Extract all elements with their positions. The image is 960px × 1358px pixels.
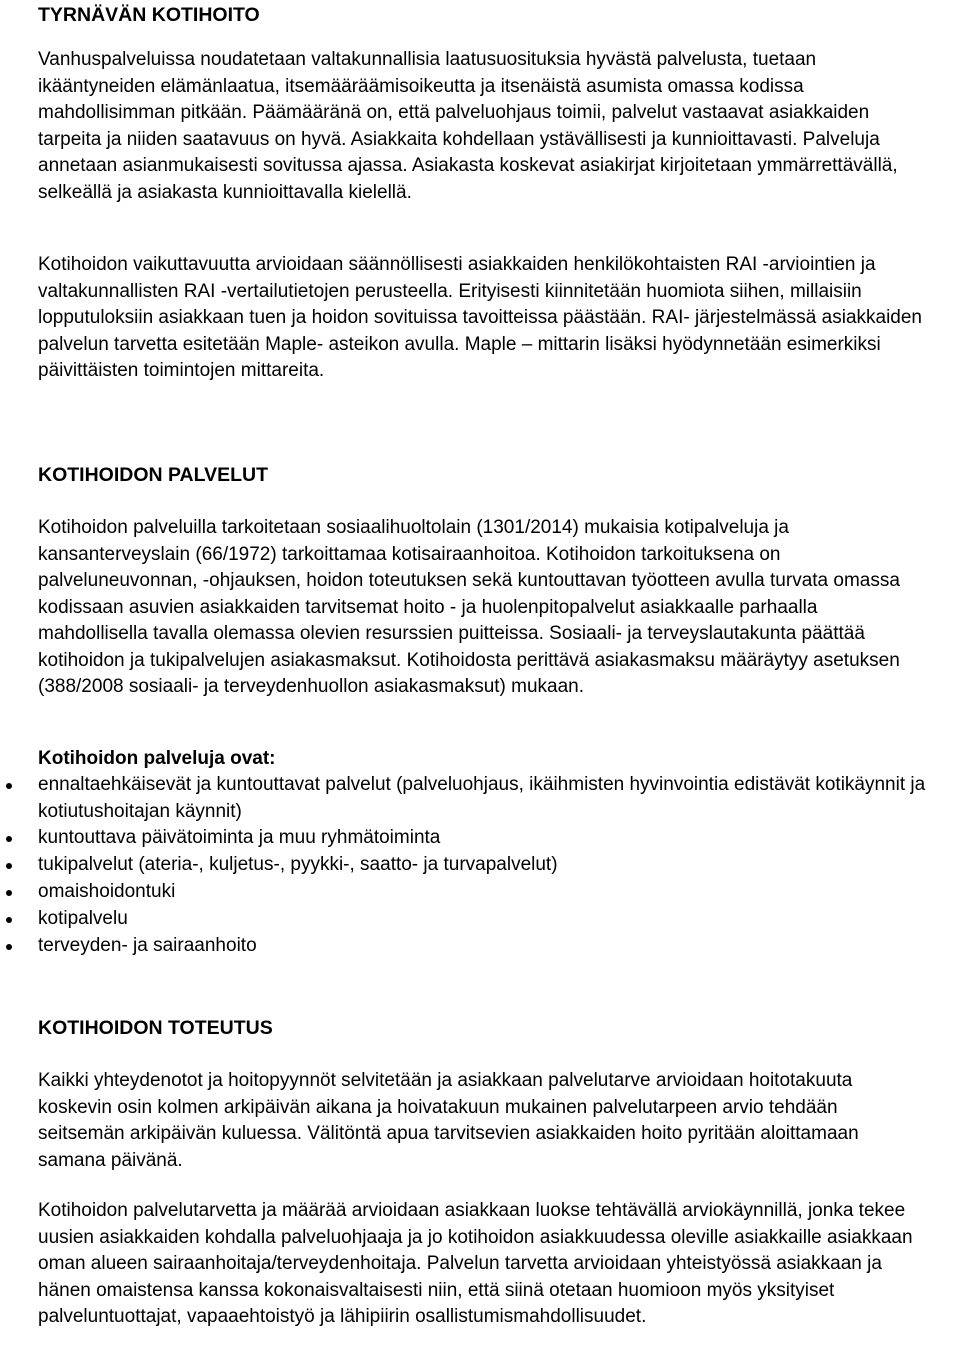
paragraph-yhteydenotot: Kaikki yhteydenotot ja hoitopyynnöt selvitetään ja asiakkaan palvelutarve arvioidaan hoitotakuuta koskevin osin kolmen arkipäivän aikana ja hoivatakuun mukainen palvelutarpeen arvio tehdään seitsemän arkipäivän kuluessa. Välitöntä apua tarvitsevien asiakkaiden hoito pyritään aloittamaan samana päivänä. [38,1070,859,1171]
list-item: omaishoidontuki [38,879,928,906]
bullet-icon [6,783,12,789]
paragraph-vaikuttavuus: Kotihoidon vaikuttavuutta arvioidaan säännöllisesti asiakkaiden henkilökohtaisten RAI -arviointien ja valtakunnallisten RAI -vertailutietojen perusteella. Erityisesti kiinnitetään huomiota siihen, millaisiin lopputuloksiin asiakkaan tuen ja hoidon sovituissa tavoitteissa päästään. RAI- järjestelmässä asiakkaiden palvelun tarvetta esitetään Maple- asteikon avulla. Maple – mittarin lisäksi hyödynnetään esimerkiksi päivittäisten toimintojen mittareita. [38,254,923,381]
paragraph-palvelut-kuvaus: Kotihoidon palveluilla tarkoitetaan sosiaalihuoltolain (1301/2014) mukaisia kotipalveluja ja kansanterveyslain (66/1972) tarkoittamaa kotisairaanhoitoa. Kotihoidon tarkoituksena on palveluneuvonnan, -ohjauksen, hoidon toteutuksen sekä kuntouttavan työotteen avulla turvata omassa kodissaan asuvien asiakkaiden tarvitsemat hoito - ja huolenpitopalvelut asiakkaalle parhaalla mahdollisella tavalla olemassa olevien resurssien puitteissa. Sosiaali- ja terveyslautakunta päättää kotihoidon ja tukipalvelujen asiakasmaksut. Kotihoidosta perittävä asiakasmaksu määräytyy asetuksen (388/2008 sosiaali- ja terveydenhuollon asiakasmaksut) mukaan. [38,517,900,697]
bullet-icon [6,863,12,869]
heading-kotihoidon-toteutus: KOTIHOIDON TOTEUTUS [38,1017,273,1039]
list-item: kotipalvelu [38,906,928,933]
list-title-palveluja-ovat: Kotihoidon palveluja ovat: [38,748,276,769]
bullet-icon [6,890,12,896]
bullet-icon [6,917,12,923]
bullet-icon [6,944,12,950]
heading-tyrnavan-kotihoito: TYRNÄVÄN KOTIHOITO [38,4,260,26]
list-item: tukipalvelut (ateria-, kuljetus-, pyykki-, saatto- ja turvapalvelut) [38,852,928,879]
bullet-icon [6,836,12,842]
paragraph-palvelutarve: Kotihoidon palvelutarvetta ja määrää arvioidaan asiakkaan luokse tehtävällä arviokäynnillä, jonka tekee uusien asiakkaiden kohdalla palveluohjaaja ja jo kotihoidon asiakkuudessa oleville asiakkaille asiakkaan oman alueen sairaanhoitaja/terveydenhoitaja. Palvelun tarvetta arvioidaan yhteistyössä asiakkaan ja hänen omaistensa kanssa kokonaisvaltaisesti niin, että siinä otetaan huomioon myös yksityiset palveluntuottajat, vapaaehtoistyö ja lähipiirin osallistumismahdollisuudet. [38,1200,913,1327]
list-item: kuntouttava päivätoiminta ja muu ryhmätoiminta [38,825,928,852]
paragraph-laatusuositukset: Vanhuspalveluissa noudatetaan valtakunnallisia laatusuosituksia hyvästä palvelusta, tuetaan ikääntyneiden elämänlaatua, itsemääräämisoikeutta ja itsenäistä asumista omassa kodissa mahdollisimman pitkään. Päämääränä on, että palveluohjaus toimii, palvelut vastaavat asiakkaiden tarpeita ja niiden saatavuus on hyvä. Asiakkaita kohdellaan ystävällisesti ja kunnioittavasti. Palveluja annetaan asianmukaisesti sovitussa ajassa. Asiakasta koskevat asiakirjat kirjoitetaan ymmärrettävällä, selkeällä ja asiakasta kunnioittavalla kielellä. [38,49,898,203]
list-item: ennaltaehkäisevät ja kuntouttavat palvelut (palveluohjaus, ikäihmisten hyvinvointia edistävät kotikäynnit ja kotiutushoitajan käynnit) [38,772,928,825]
list-item: terveyden- ja sairaanhoito [38,933,928,960]
heading-kotihoidon-palvelut: KOTIHOIDON PALVELUT [38,464,269,486]
